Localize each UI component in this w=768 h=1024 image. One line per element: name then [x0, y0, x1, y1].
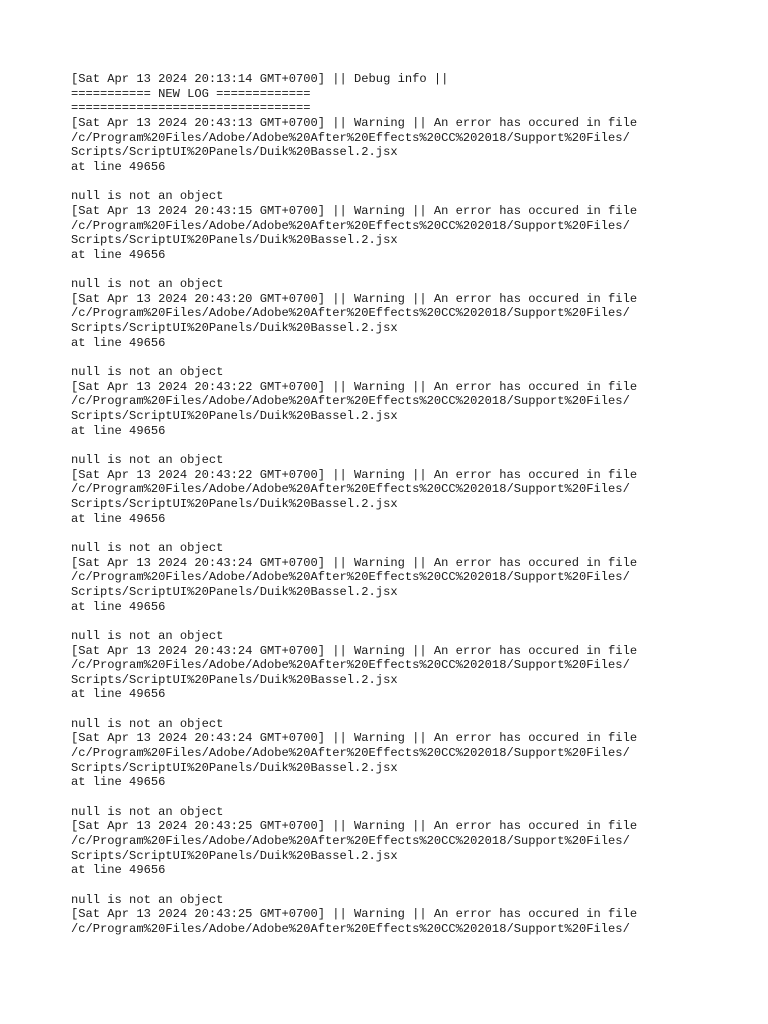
log-line: /c/Program%20Files/Adobe/Adobe%20After%20Effects%20CC%202018/Support%20Files/ — [71, 306, 630, 321]
log-line: at line 49656 — [71, 599, 166, 614]
log-line: null is not an object — [71, 365, 224, 380]
log-line: Scripts/ScriptUI%20Panels/Duik%20Bassel.2.jsx — [71, 760, 398, 775]
log-line: Scripts/ScriptUI%20Panels/Duik%20Bassel.2.jsx — [71, 145, 398, 160]
blank-line — [71, 175, 751, 190]
log-line: at line 49656 — [71, 863, 166, 878]
log-line: null is not an object — [71, 804, 224, 819]
blank-line — [71, 702, 751, 717]
log-line: [Sat Apr 13 2024 20:43:24 GMT+0700] || Warning || An error has occured in file — [71, 643, 638, 658]
log-line: /c/Program%20Files/Adobe/Adobe%20After%20Effects%20CC%202018/Support%20Files/ — [71, 218, 630, 233]
log-line: [Sat Apr 13 2024 20:43:22 GMT+0700] || Warning || An error has occured in file — [71, 467, 638, 482]
log-line: null is not an object — [71, 453, 224, 467]
log-line: /c/Program%20Files/Adobe/Adobe%20After%20Effects%20CC%202018/Support%20Files/ — [71, 746, 630, 761]
log-line: null is not an object — [71, 540, 224, 555]
log-line: at line 49656 — [71, 247, 166, 262]
log-line: at line 49656 — [71, 335, 166, 350]
log-line: Scripts/ScriptUI%20Panels/Duik%20Bassel.2.jsx — [71, 233, 398, 248]
log-line: /c/Program%20Files/Adobe/Adobe%20After%20Effects%20CC%202018/Support%20Files/ — [71, 130, 630, 145]
log-line: /c/Program%20Files/Adobe/Adobe%20After%20Effects%20CC%202018/Support%20Files/ — [71, 482, 630, 497]
blank-line — [71, 878, 751, 893]
log-line: [Sat Apr 13 2024 20:43:15 GMT+0700] || Warning || An error has occured in file — [71, 203, 638, 218]
blank-line — [71, 438, 751, 453]
log-line: [Sat Apr 13 2024 20:43:24 GMT+0700] || Warning || An error has occured in file — [71, 731, 638, 746]
log-line: [Sat Apr 13 2024 20:43:25 GMT+0700] || Warning || An error has occured in file — [71, 907, 638, 922]
log-line: Scripts/ScriptUI%20Panels/Duik%20Bassel.2.jsx — [71, 496, 398, 511]
blank-line — [71, 263, 751, 278]
log-line: [Sat Apr 13 2024 20:13:14 GMT+0700] || Debug info || — [71, 72, 449, 86]
blank-line — [71, 790, 751, 805]
log-line: at line 49656 — [71, 775, 166, 790]
log-line: null is not an object — [71, 277, 224, 292]
log-line: [Sat Apr 13 2024 20:43:25 GMT+0700] || Warning || An error has occured in file — [71, 819, 638, 834]
log-line: /c/Program%20Files/Adobe/Adobe%20After%20Effects%20CC%202018/Support%20Files/ — [71, 658, 630, 673]
log-line: [Sat Apr 13 2024 20:43:22 GMT+0700] || Warning || An error has occured in file — [71, 379, 638, 394]
blank-line — [71, 614, 751, 629]
log-line: Scripts/ScriptUI%20Panels/Duik%20Bassel.2.jsx — [71, 848, 398, 863]
log-line: Scripts/ScriptUI%20Panels/Duik%20Bassel.2.jsx — [71, 672, 398, 687]
log-line: at line 49656 — [71, 687, 166, 702]
log-line: Scripts/ScriptUI%20Panels/Duik%20Bassel.2.jsx — [71, 584, 398, 599]
log-line: /c/Program%20Files/Adobe/Adobe%20After%20Effects%20CC%202018/Support%20Files/ — [71, 921, 630, 936]
log-line: at line 49656 — [71, 159, 166, 174]
log-line: Scripts/ScriptUI%20Panels/Duik%20Bassel.2.jsx — [71, 409, 398, 424]
blank-line — [71, 350, 751, 365]
log-line: Scripts/ScriptUI%20Panels/Duik%20Bassel.2.jsx — [71, 321, 398, 336]
log-line: /c/Program%20Files/Adobe/Adobe%20After%20Effects%20CC%202018/Support%20Files/ — [71, 570, 630, 585]
log-line: /c/Program%20Files/Adobe/Adobe%20After%20Effects%20CC%202018/Support%20Files/ — [71, 834, 630, 848]
log-line: [Sat Apr 13 2024 20:43:13 GMT+0700] || Warning || An error has occured in file — [71, 115, 638, 130]
log-line: [Sat Apr 13 2024 20:43:24 GMT+0700] || Warning || An error has occured in file — [71, 555, 638, 570]
log-line: null is not an object — [71, 716, 224, 731]
log-line: =========== NEW LOG ============= — [71, 86, 311, 101]
log-line: ================================= — [71, 101, 311, 116]
log-line: at line 49656 — [71, 511, 166, 526]
log-line: null is not an object — [71, 892, 224, 907]
log-line: /c/Program%20Files/Adobe/Adobe%20After%20Effects%20CC%202018/Support%20Files/ — [71, 394, 630, 409]
log-line: null is not an object — [71, 628, 224, 643]
blank-line — [71, 526, 751, 541]
log-line: [Sat Apr 13 2024 20:43:20 GMT+0700] || Warning || An error has occured in file — [71, 291, 638, 306]
log-line: at line 49656 — [71, 423, 166, 438]
log-line: null is not an object — [71, 189, 224, 204]
log-document — [71, 72, 751, 937]
